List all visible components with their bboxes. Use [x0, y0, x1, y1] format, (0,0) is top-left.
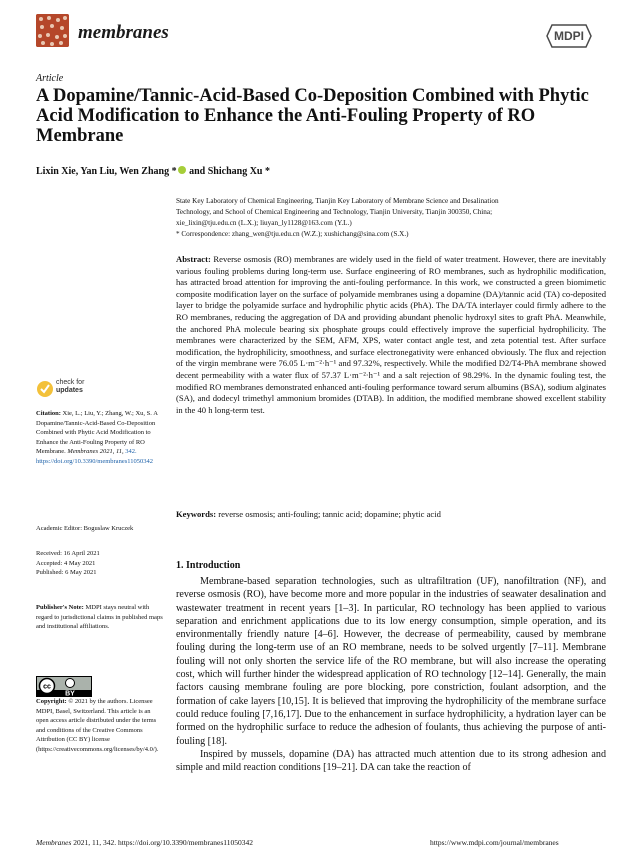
check-line1: check for — [56, 379, 85, 386]
section-title: 1. Introduction — [176, 560, 241, 571]
keywords-text: reverse osmosis; anti-fouling; tannic acid; dopamine; phytic acid — [216, 509, 441, 519]
copyright-label: Copyright: — [36, 698, 67, 705]
received-date: Received: 16 April 2021 — [36, 550, 100, 557]
orcid-icon[interactable] — [178, 166, 186, 174]
footer-journal-url[interactable]: https://www.mdpi.com/journal/membranes — [430, 838, 559, 847]
authors-part1: Lixin Xie, Yan Liu, Wen Zhang * — [36, 166, 177, 177]
affiliation-line: State Key Laboratory of Chemical Engineering, Tianjin Key Laboratory of Membrane Science and Desalination — [176, 197, 499, 205]
footer-journal: Membranes — [36, 838, 72, 847]
article-type: Article — [36, 73, 64, 84]
cc-by-icon — [37, 677, 91, 696]
journal-logo — [36, 14, 69, 47]
publisher-note — [36, 603, 164, 632]
citation-doi[interactable]: 342. https://doi.org/10.3390/membranes11050342 — [36, 448, 153, 465]
affiliations — [176, 196, 606, 240]
membranes-logo-icon — [36, 14, 69, 47]
check-for-updates-label[interactable] — [56, 379, 84, 395]
keywords-label: Keywords: — [176, 509, 217, 519]
citation — [36, 409, 164, 466]
cc-by-label: BY — [65, 690, 75, 696]
footer-citation — [36, 838, 253, 847]
check-line2: updates — [56, 387, 83, 394]
authors — [36, 166, 270, 177]
body-text — [176, 575, 606, 774]
publisher-note-label: Publisher's Note: — [36, 604, 84, 611]
paragraph: Inspired by mussels, dopamine (DA) has attracted much attention due to its strong adhesion and simple and mild reaction conditions [19–21]. DA can take the reaction of — [176, 748, 606, 774]
abstract-label: Abstract: — [176, 254, 211, 264]
copyright-text: © 2021 by the authors. Licensee MDPI, Basel, Switzerland. This article is an open access article distributed under the terms and conditions of the Creative Commons Attribution (CC BY) license (https://creativecommons.org/licenses/by/4.0/). — [36, 698, 159, 753]
publisher-name: MDPI — [554, 29, 584, 43]
footer-doi[interactable]: 2021, 11, 342. https://doi.org/10.3390/membranes11050342 — [71, 838, 254, 847]
affiliation-emails[interactable]: xie_lixin@tju.edu.cn (L.X.); liuyan_ly1128@163.com (Y.L.) — [176, 219, 352, 227]
publisher-note-text: MDPI stays neutral with regard to jurisdictional claims in published maps and institutional affiliations. — [36, 604, 163, 630]
paragraph: Membrane-based separation technologies, such as ultrafiltration (UF), nanofiltration (NF), and reverse osmosis (RO), have become more and more popular in the industries of seawater desalination and wastewater treatment in recent years [1–3]. In particular, RO technology has been applied to various separation and enrichment applications due to its low energy consumption, simple operation, and its environmentally friendly nature [4–6]. However, the decrease of permeability, caused by membrane fouling during the long-term use of an RO membrane, needs to be solved urgently [7–11]. Membrane fouling will not only shorten the service life of the RO membrane, but will also increase the operating cost, which will further hinder the widespread application of RO technology [12–14]. Generally, the main factors causing membrane fouling are pore blocking, pore constriction, foulant adsorption, and the formation of cake layers [10,15]. It is believed that improving the hydrophilicity of the membrane surface could reduce fouling [7,16,17]. Due to the enhancement in surface hydrophilicity, a hydration layer can be formed on the hydrophilic surface to reduce the adhesion of foulants, thus achieving the purpose of anti-fouling [18]. — [176, 576, 606, 747]
mdpi-logo-icon — [546, 24, 592, 48]
accepted-date: Accepted: 4 May 2021 — [36, 559, 96, 567]
abstract — [176, 254, 606, 416]
published-date: Published: 6 May 2021 — [36, 569, 97, 576]
affiliation-line: Technology, and School of Chemical Engineering and Technology, Tianjin University, Tianjin 300350, China; — [176, 208, 493, 216]
article-title: A Dopamine/Tannic-Acid-Based Co-Deposition Combined with Phytic Acid Modification to Enhance the Anti-Fouling Property of RO Membrane — [36, 86, 589, 146]
academic-editor: Academic Editor: Boguslaw Kruczek — [36, 525, 134, 532]
copyright — [36, 697, 164, 754]
dates — [36, 549, 164, 578]
citation-label: Citation: — [36, 410, 61, 417]
correspondence[interactable]: * Correspondence: zhang_wen@tju.edu.cn (W.Z.); xushichang@sina.com (S.X.) — [176, 230, 409, 238]
citation-text: Xie, L.; Liu, Y.; Zhang, W.; Xu, S. A Dopamine/Tannic-Acid-Based Co-Deposition Combined with Phytic Acid Modification to Enhance the Anti-Fouling Property of RO Membrane. — [36, 410, 158, 455]
cc-by-badge[interactable] — [36, 676, 92, 697]
abstract-text: Reverse osmosis (RO) membranes are widely used in the field of water treatment. However, there are inevitably various fouling problems during long-term use. Surface engineering of RO membranes, such as hydrophilic modification, has attracted broad attention for improving the anti-fouling performance. In this work, we constructed a green biomimetic composite modification layer on the surface of polyamide membranes using a dopamine (DA)/tannic acid (TA) co-deposited layer to bridge the polyamide surface and hydrophilic phytic acids (PhA). The DA/TA interlayer could firmly adhere to the RO membranes, reducing the aggregation of DA and providing abundant phenolic hydroxyl sites to graft PhA. Meanwhile, the anchored PhA molecule bearing six phosphate groups could effectively improve the superficial hydrophilicity. The membranes were characterized by the SEM, AFM, XPS, water contact angle test, and zeta potential test. After surface modification, the hydrophilicity, smoothness, and surface electronegativity were enhanced obviously. The flux and rejection of the virgin membrane were 76.05 L·m⁻²·h⁻¹ and 97.32%, respectively. While the modified D2/T4-PhA membrane showed decent permeability with a water flux of 57.37 L·m⁻²·h⁻¹ and a salt rejection of 98.29%. In the dynamic fouling test, the modified RO membranes demonstrated enhanced anti-fouling performance toward serum albumins (BSA), sodium alginates (SA), and dodecyl trimethyl ammonium bromides (DTAB). In addition, the modified membrane showed excellent stability in the 40 h long-term test. — [176, 254, 606, 415]
citation-journal: Membranes 2021, 11, — [67, 448, 124, 455]
keywords — [176, 509, 606, 519]
journal-name: membranes — [78, 22, 169, 43]
authors-part2: and Shichang Xu * — [186, 166, 270, 177]
cc-label: cc — [43, 683, 51, 691]
